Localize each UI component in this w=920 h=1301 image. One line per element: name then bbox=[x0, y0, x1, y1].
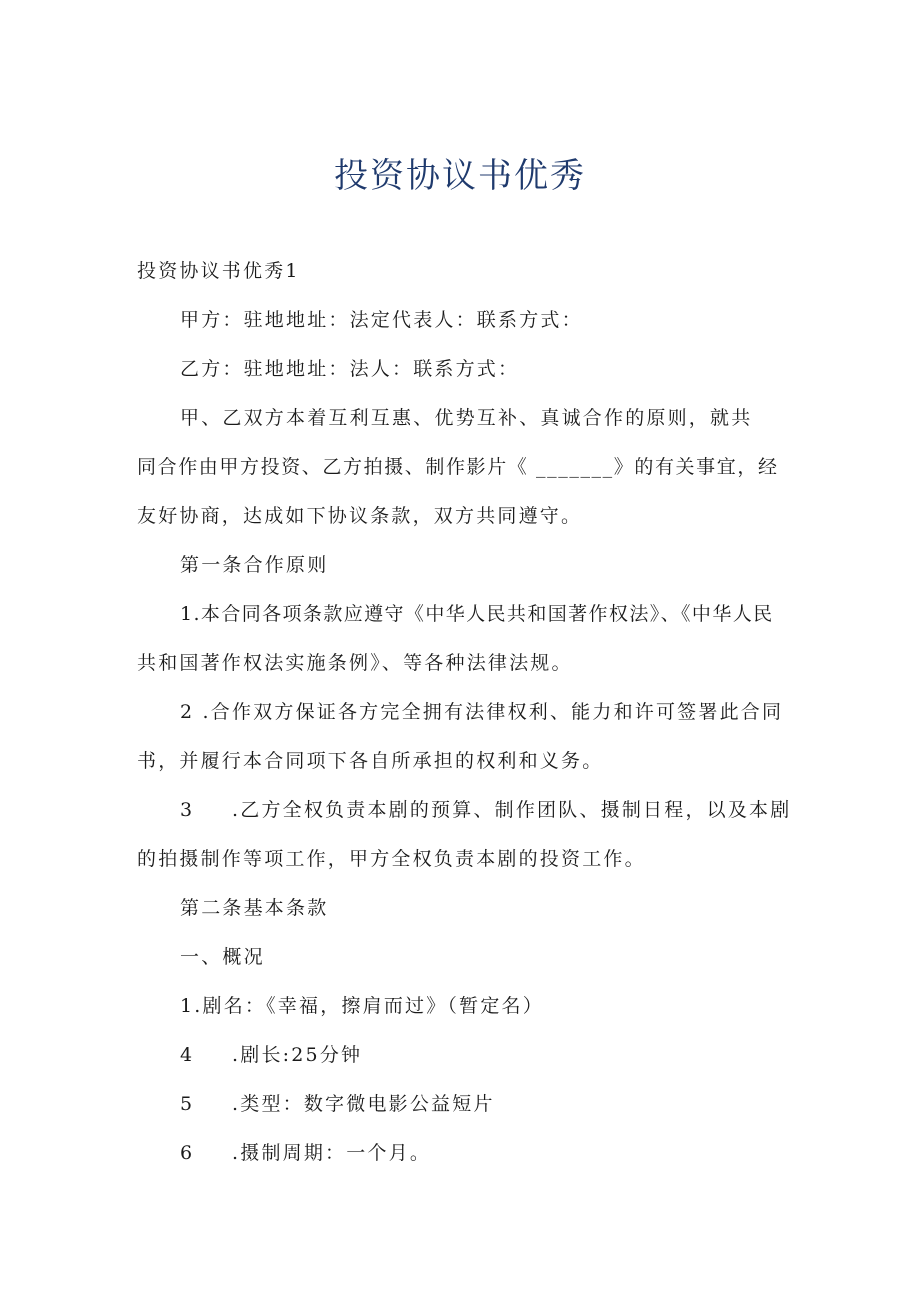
party-a-line: 甲方：驻地地址：法定代表人：联系方式： bbox=[180, 309, 583, 331]
subsection-heading: 一、概况 bbox=[180, 946, 265, 968]
item-number: 6 bbox=[180, 1142, 195, 1164]
clause-number: 3 bbox=[180, 799, 195, 821]
party-b-line: 乙方：驻地地址：法人：联系方式： bbox=[180, 358, 520, 380]
item-text: .摄制周期：一个月。 bbox=[232, 1142, 432, 1164]
article-heading: 第二条基本条款 bbox=[180, 897, 329, 919]
article-heading: 第一条合作原则 bbox=[180, 554, 329, 576]
list-item bbox=[180, 1041, 362, 1069]
list-item: 1.剧名：《幸福，擦肩而过》（暂定名） bbox=[180, 995, 544, 1017]
clause-line bbox=[180, 796, 791, 824]
clause-line: 书，并履行本合同项下各自所承担的权利和义务。 bbox=[137, 750, 604, 772]
item-text: .剧长:25分钟 bbox=[232, 1044, 363, 1066]
section-heading: 投资协议书优秀1 bbox=[137, 260, 300, 282]
list-item bbox=[180, 1139, 431, 1167]
document-title: 投资协议书优秀 bbox=[334, 156, 586, 196]
clause-line: 2 .合作双方保证各方完全拥有法律权利、能力和许可签署此合同 bbox=[180, 701, 784, 723]
clause-line: 1.本合同各项条款应遵守《中华人民共和国著作权法》、《中华人民 bbox=[180, 603, 774, 625]
paragraph-line: 友好协商，达成如下协议条款，双方共同遵守。 bbox=[137, 505, 583, 527]
clause-text: .乙方全权负责本剧的预算、制作团队、摄制日程，以及本剧 bbox=[232, 799, 792, 821]
clause-line: 共和国著作权法实施条例》、等各种法律法规。 bbox=[137, 652, 573, 674]
clause-line: 的拍摄制作等项工作，甲方全权负责本剧的投资工作。 bbox=[137, 848, 646, 870]
paragraph-line: 同合作由甲方投资、乙方拍摄、制作影片《 _______》的有关事宜，经 bbox=[137, 456, 779, 478]
item-text: .类型：数字微电影公益短片 bbox=[232, 1093, 495, 1115]
item-number: 4 bbox=[180, 1044, 195, 1066]
item-number: 5 bbox=[180, 1093, 195, 1115]
paragraph-line: 甲、乙双方本着互利互惠、优势互补、真诚合作的原则，就共 bbox=[180, 407, 753, 429]
list-item bbox=[180, 1090, 495, 1118]
